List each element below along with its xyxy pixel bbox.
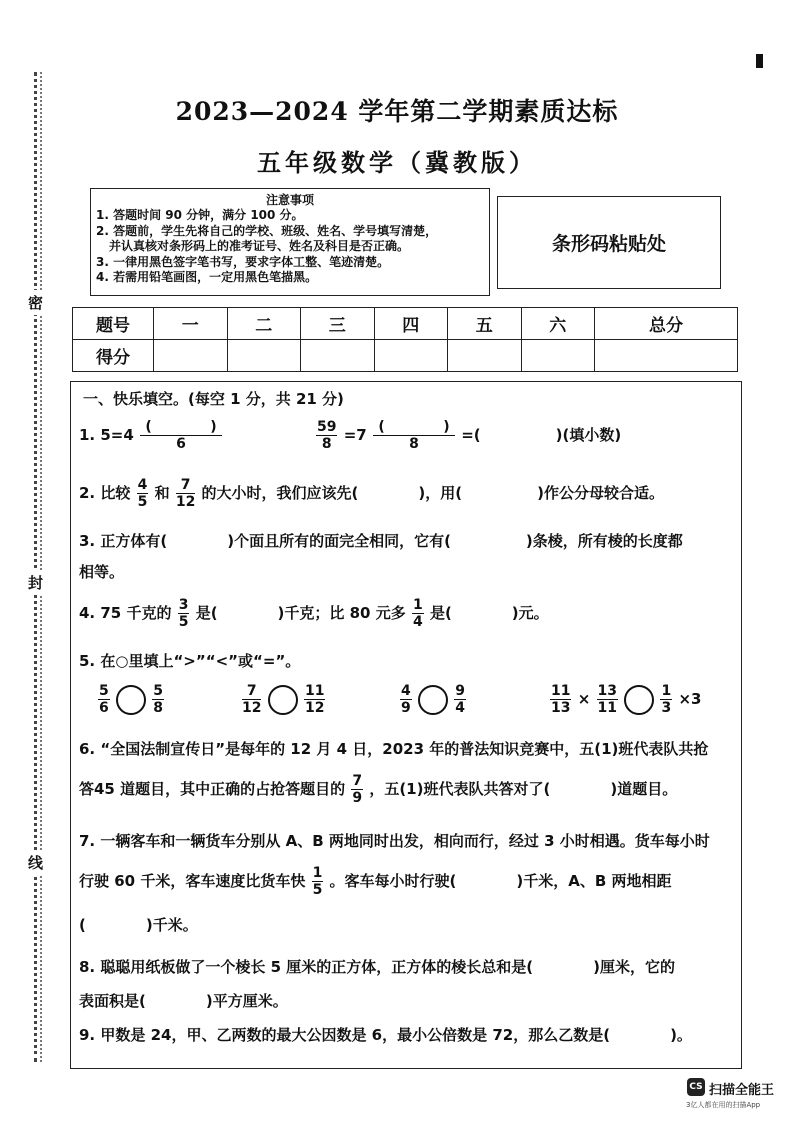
q5-1-rn: 5 xyxy=(153,683,163,699)
q5-compare-4 xyxy=(549,684,701,715)
exam-subtitle: 五年级数学（冀教版） xyxy=(257,148,537,177)
question-7-line2 xyxy=(79,866,672,897)
score-cell[interactable] xyxy=(227,340,301,372)
q2-f2-den: 12 xyxy=(175,494,196,510)
question-5: 5. 在○里填上“>”“<”或“=”。 xyxy=(79,652,301,670)
q5-3-rd: 4 xyxy=(455,700,465,716)
q5-4-cn: 1 xyxy=(661,683,672,699)
q5-4-an: 11 xyxy=(551,683,571,699)
notice-item: 4. 若需用铅笔画图，一定用黑色笔描黑。 xyxy=(96,270,318,284)
question-7-line3: ( )千米。 xyxy=(79,916,198,934)
notice-item: 3. 一律用黑色签字笔书写，要求字体工整、笔迹清楚。 xyxy=(96,254,390,269)
notice-box xyxy=(90,188,490,296)
section-title: 一、快乐填空。(每空 1 分，共 21 分) xyxy=(83,390,344,408)
score-row xyxy=(73,340,738,372)
q5-4-tail: ×3 xyxy=(678,690,702,708)
q4-f2-num: 1 xyxy=(412,597,423,613)
seal-line-inner xyxy=(40,72,42,1062)
q6-text-b: ，五(1)班代表队共答对了( )道题目。 xyxy=(369,780,678,798)
q1-fraction-c-den: 8 xyxy=(409,436,419,452)
q5-4-times: × xyxy=(577,690,591,708)
q7-den: 5 xyxy=(312,882,323,898)
corner-mark xyxy=(756,54,763,68)
q4-f1-den: 5 xyxy=(178,614,189,630)
question-section xyxy=(70,381,742,1069)
barcode-area xyxy=(497,196,721,289)
seal-char-feng: 封 xyxy=(28,570,43,595)
compare-circle[interactable] xyxy=(116,685,146,715)
score-table xyxy=(72,307,738,372)
score-cell[interactable] xyxy=(374,340,448,372)
q7-num: 1 xyxy=(312,865,323,881)
q7-text-a: 行驶 60 千米，客车速度比货车快 xyxy=(79,872,306,890)
q1-eq: =7 xyxy=(343,426,367,444)
notice-item: 2. 答题前，学生先将自己的学校、班级、姓名、学号填写清楚， xyxy=(96,223,438,238)
q2-f1-den: 5 xyxy=(137,494,148,510)
score-row-label: 得分 xyxy=(73,340,154,372)
q4-text-c: 是( )元。 xyxy=(429,604,549,622)
question-3-line1: 3. 正方体有( )个面且所有的面完全相同，它有( )条棱，所有棱的长度都 xyxy=(79,532,683,550)
q5-2-rd: 12 xyxy=(304,700,325,716)
q1-fraction-b xyxy=(316,420,337,451)
score-cell[interactable] xyxy=(521,340,595,372)
compare-circle[interactable] xyxy=(418,685,448,715)
seal-char-xian: 线 xyxy=(28,850,43,875)
q5-1-rd: 8 xyxy=(153,700,163,716)
q5-3-ld: 9 xyxy=(401,700,411,716)
q6-den: 9 xyxy=(352,790,363,806)
q1-fraction-a: $\frac{( )}{6}$ xyxy=(140,420,222,451)
question-4 xyxy=(79,598,549,629)
question-1b xyxy=(315,420,621,451)
q5-4-ad: 13 xyxy=(551,700,571,716)
q1-tail: =( )(填小数) xyxy=(461,426,622,444)
question-1 xyxy=(79,420,223,451)
q1-fraction-b-den: 8 xyxy=(321,436,332,452)
q5-compare-2 xyxy=(241,684,326,715)
q2-text: 2. 比较 xyxy=(79,484,131,502)
score-header-cell: 二 xyxy=(227,308,301,340)
q5-3-rn: 9 xyxy=(455,683,465,699)
notice-heading: 注意事项 xyxy=(265,193,314,207)
q5-4-bn: 13 xyxy=(597,683,618,699)
q2-tail: 的大小时，我们应该先( )，用( )作公分母较合适。 xyxy=(201,484,664,502)
q6-text-a: 答45 道题目，其中正确的占抢答题目的 xyxy=(79,780,346,798)
q5-1-ln: 5 xyxy=(99,683,109,699)
question-3-line2: 相等。 xyxy=(79,563,125,581)
question-8-line1: 8. 聪聪用纸板做了一个棱长 5 厘米的正方体，正方体的棱长总和是( )厘米，它的 xyxy=(79,958,675,976)
q2-fraction-1 xyxy=(137,478,149,509)
score-header-cell: 一 xyxy=(154,308,228,340)
score-header-cell: 总分 xyxy=(595,308,738,340)
q5-compare-1 xyxy=(97,684,165,715)
score-header-row xyxy=(73,308,738,340)
compare-circle[interactable] xyxy=(624,685,654,715)
score-header-cell: 六 xyxy=(521,308,595,340)
compare-circle[interactable] xyxy=(268,685,298,715)
q1-fraction-a-den: 6 xyxy=(176,436,186,452)
q2-f2-num: 7 xyxy=(176,478,195,494)
q1-text: 1. 5=4 xyxy=(79,426,134,444)
score-cell[interactable] xyxy=(448,340,522,372)
seal-line xyxy=(34,72,37,1062)
score-header-cell: 五 xyxy=(448,308,522,340)
question-2 xyxy=(79,478,664,509)
scanner-logo-icon: CS xyxy=(687,1078,705,1096)
notice-item: 1. 答题时间 90 分钟，满分 100 分。 xyxy=(96,208,304,222)
score-header-cell: 三 xyxy=(301,308,375,340)
q5-2-ln: 7 xyxy=(242,684,261,700)
q7-text-b: 。客车每小时行驶( )千米，A、B 两地相距 xyxy=(329,872,672,890)
scanner-tagline: 3亿人都在用的扫描App xyxy=(686,1101,761,1109)
seal-char-mi: 密 xyxy=(28,290,43,315)
barcode-label: 条形码粘贴处 xyxy=(551,233,666,255)
q5-2-rn: 11 xyxy=(304,683,325,699)
exam-title: 2023—2024 学年第二学期素质达标 xyxy=(175,97,619,126)
question-6-line1: 6. “全国法制宣传日”是每年的 12 月 4 日，2023 年的普法知识竞赛中，五(1)班代表队共抢 xyxy=(79,740,709,758)
q4-text-b: 是( )千克；比 80 元多 xyxy=(195,604,406,622)
question-6-line2 xyxy=(79,774,677,805)
q2-f1-num: 4 xyxy=(137,477,148,493)
q2-fraction-2 xyxy=(176,478,195,509)
question-8-line2: 表面积是( )平方厘米。 xyxy=(79,992,288,1010)
q4-f1-num: 3 xyxy=(178,597,189,613)
q5-1-ld: 6 xyxy=(99,700,109,716)
q5-3-ln: 4 xyxy=(401,683,411,699)
q5-2-ld: 12 xyxy=(242,700,262,716)
q5-4-cd: 3 xyxy=(661,700,672,716)
q5-4-bd: 11 xyxy=(597,700,618,716)
q1-fraction-c: $\frac{( )}{8}$ xyxy=(373,420,455,451)
q4-text-a: 4. 75 千克的 xyxy=(79,604,172,622)
q4-fraction-2 xyxy=(412,598,424,629)
question-7-line1: 7. 一辆客车和一辆货车分别从 A、B 两地同时出发，相向而行，经过 3 小时相遇。货车每小时 xyxy=(79,832,710,850)
q6-num: 7 xyxy=(352,773,363,789)
score-header-cell: 题号 xyxy=(73,308,154,340)
q4-f2-den: 4 xyxy=(412,614,423,630)
notice-item: 并认真核对条形码上的准考证号、姓名及科目是否正确。 xyxy=(109,239,410,253)
question-9: 9. 甲数是 24，甲、乙两数的最大公因数是 6，最小公倍数是 72，那么乙数是( )。 xyxy=(79,1026,692,1044)
score-cell[interactable] xyxy=(154,340,228,372)
q2-and: 和 xyxy=(154,484,170,502)
score-header-cell: 四 xyxy=(374,308,448,340)
score-cell[interactable] xyxy=(301,340,375,372)
q5-compare-3 xyxy=(399,684,467,715)
scanner-app-name: 扫描全能王 xyxy=(709,1083,775,1098)
q4-fraction-1 xyxy=(178,598,190,629)
score-cell[interactable] xyxy=(595,340,738,372)
q1-fraction-b-num: 59 xyxy=(317,419,337,435)
